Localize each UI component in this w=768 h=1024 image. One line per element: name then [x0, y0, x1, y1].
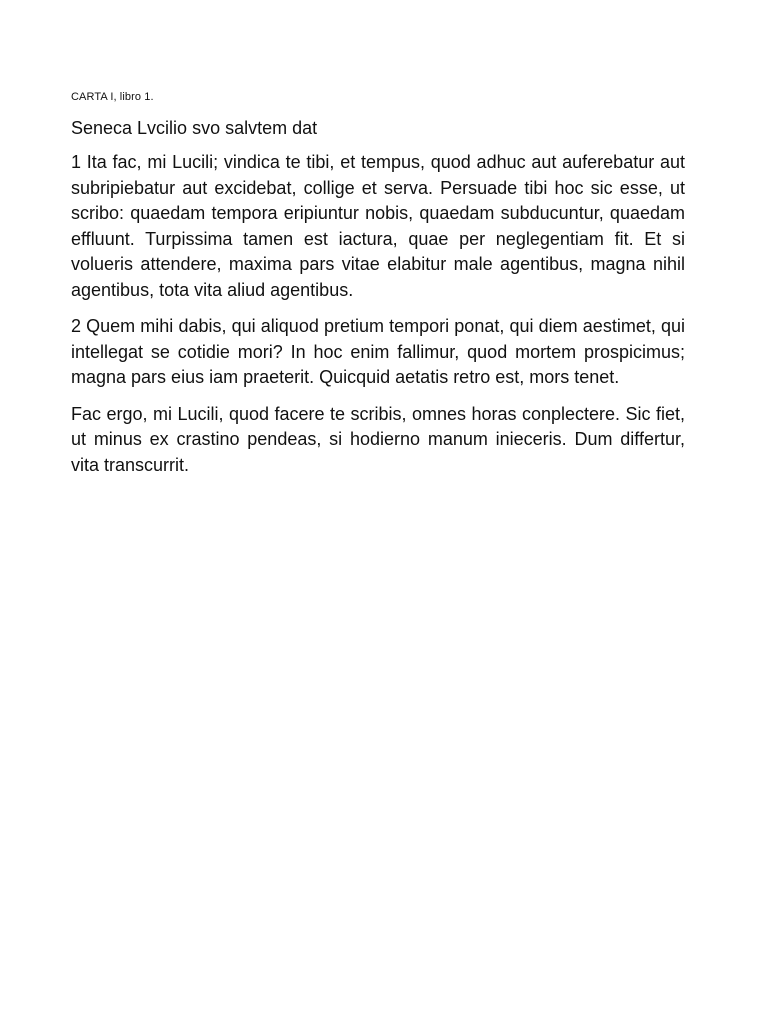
paragraph-3: Fac ergo, mi Lucili, quod facere te scribis, omnes horas conplectere. Sic fiet, ut minus ex crastino pendeas, si hodierno manum inieceris. Dum differtur, vita transcurrit.: [71, 403, 685, 475]
document-header: CARTA I, libro 1.: [71, 91, 154, 103]
paragraph-2: 2 Quem mihi dabis, qui aliquod pretium tempori ponat, qui diem aestimet, qui intellegat se cotidie mori? In hoc enim fallimur, quod mortem prospicimus; magna pars eius iam praeterit. Quicquid aetatis retro est, mors tenet.: [71, 316, 685, 387]
document-body: [71, 90, 685, 489]
document-title: Seneca Lvcilio svo salvtem dat: [71, 118, 318, 138]
paragraph-1: 1 Ita fac, mi Lucili; vindica te tibi, et tempus, quod adhuc aut auferebatur aut subripiebatur aut excidebat, collige et serva. Persuade tibi hoc sic esse, ut scribo: quaedam tempora eripiuntur nobis, quaedam subducuntur, quaedam effluunt. Turpissima tamen est iactura, quae per neglegentiam fit. Et si volueris attendere, maxima pars vitae elabitur male agentibus, magna nihil agentibus, tota vita aliud agentibus.: [71, 152, 685, 300]
